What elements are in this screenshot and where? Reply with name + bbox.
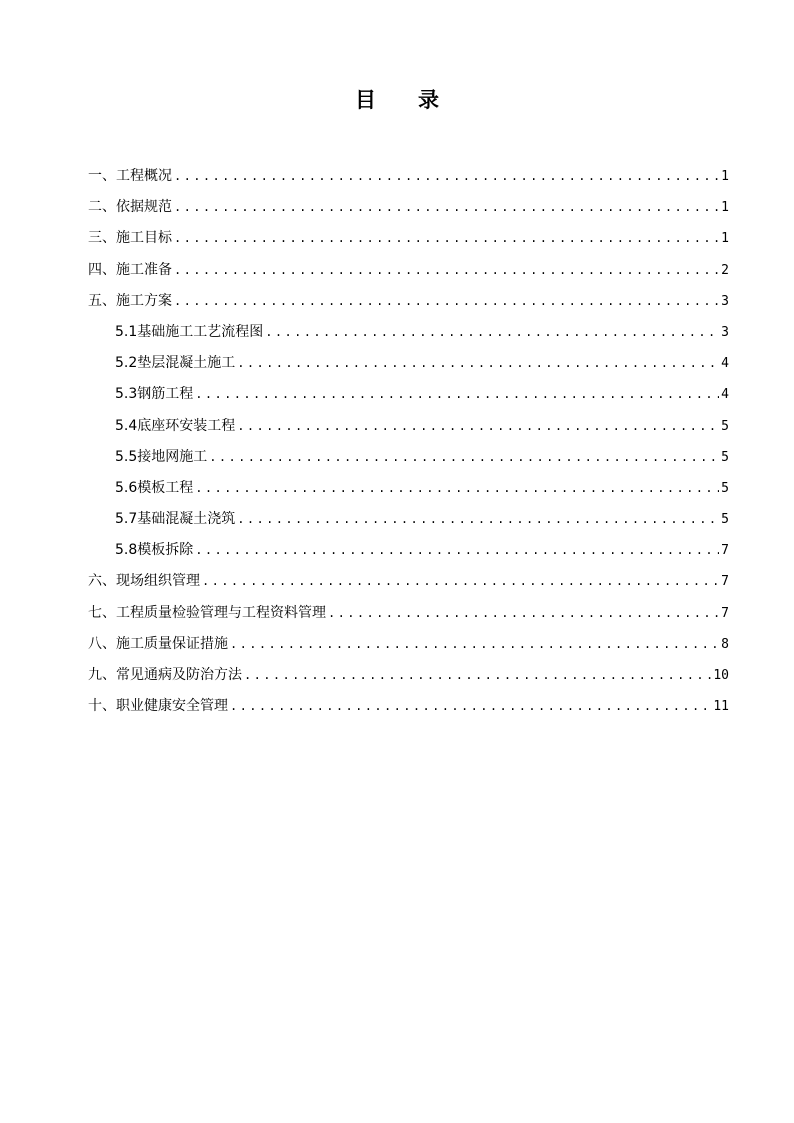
toc-subentry-5-6[interactable] xyxy=(88,473,729,504)
toc-entry-site-management[interactable] xyxy=(88,566,729,597)
toc-dot-leader xyxy=(209,442,719,473)
toc-entry-label: 八、施工质量保证措施 xyxy=(88,635,228,652)
toc-entry-label: 5.5接地网施工 xyxy=(115,448,208,465)
toc-entry-label: 5.2垫层混凝土施工 xyxy=(115,355,236,372)
toc-dot-leader xyxy=(230,629,719,660)
toc-entry-label: 三、施工目标 xyxy=(88,230,172,247)
toc-subentry-5-1[interactable] xyxy=(88,317,729,348)
toc-entry-label: 九、常见通病及防治方法 xyxy=(88,667,242,683)
toc-dot-leader xyxy=(174,255,719,286)
toc-dot-leader xyxy=(265,317,719,348)
toc-page-number: 7 xyxy=(721,605,729,621)
toc-entry-construction-plan[interactable] xyxy=(88,286,729,317)
toc-entry-label: 二、依据规范 xyxy=(88,199,172,216)
toc-dot-leader xyxy=(174,286,719,317)
toc-entry-label: 一、工程概况 xyxy=(88,168,172,184)
toc-dot-leader xyxy=(328,598,719,629)
toc-entry-label: 5.6模板工程 xyxy=(115,479,194,496)
title-char-1: 目 xyxy=(355,87,376,112)
toc-entry-label: 5.1基础施工工艺流程图 xyxy=(115,323,264,340)
toc-entry-label: 十、职业健康安全管理 xyxy=(88,698,228,715)
toc-entry-occupational-safety[interactable] xyxy=(88,691,729,722)
toc-page-number: 7 xyxy=(721,574,729,590)
toc-dot-leader xyxy=(195,473,719,504)
toc-page-number: 11 xyxy=(713,699,729,715)
toc-entry-label: 五、施工方案 xyxy=(88,292,172,309)
table-of-contents xyxy=(88,161,729,722)
toc-dot-leader xyxy=(237,348,719,379)
toc-entry-label: 5.3钢筋工程 xyxy=(115,386,194,403)
toc-entry-common-defects[interactable] xyxy=(88,660,729,691)
toc-entry-label: 5.4底座环安装工程 xyxy=(115,417,236,434)
toc-entry-construction-preparation[interactable] xyxy=(88,255,729,286)
toc-entry-label: 5.7基础混凝土浇筑 xyxy=(115,511,236,528)
toc-entry-construction-goals[interactable] xyxy=(88,223,729,254)
toc-page-number: 3 xyxy=(721,293,729,309)
toc-dot-leader xyxy=(237,504,719,535)
toc-page-number: 2 xyxy=(721,262,729,278)
toc-page-number: 5 xyxy=(721,418,729,434)
toc-entry-engineering-overview[interactable] xyxy=(88,161,729,192)
toc-dot-leader xyxy=(174,161,719,192)
page-title xyxy=(0,84,794,114)
toc-page-number: 4 xyxy=(721,356,729,372)
toc-entry-label: 四、施工准备 xyxy=(88,261,172,278)
toc-page-number: 5 xyxy=(721,480,729,496)
toc-dot-leader xyxy=(230,691,711,722)
toc-dot-leader xyxy=(202,566,719,597)
toc-page-number: 1 xyxy=(721,169,729,184)
toc-subentry-5-2[interactable] xyxy=(88,348,729,379)
toc-page-number: 4 xyxy=(721,387,729,403)
toc-dot-leader xyxy=(174,223,719,254)
toc-page-number: 3 xyxy=(721,324,729,340)
toc-entry-label: 5.8模板拆除 xyxy=(115,542,194,559)
toc-subentry-5-4[interactable] xyxy=(88,411,729,442)
toc-page-number: 1 xyxy=(721,200,729,216)
toc-entry-reference-standards[interactable] xyxy=(88,192,729,223)
toc-page-number: 5 xyxy=(721,449,729,465)
toc-page-number: 8 xyxy=(721,636,729,652)
toc-entry-label: 六、现场组织管理 xyxy=(88,573,200,590)
toc-dot-leader xyxy=(174,192,719,223)
toc-subentry-5-5[interactable] xyxy=(88,442,729,473)
toc-page-number: 7 xyxy=(721,543,729,559)
toc-subentry-5-3[interactable] xyxy=(88,379,729,410)
toc-entry-label: 七、工程质量检验管理与工程资料管理 xyxy=(88,604,326,621)
toc-subentry-5-7[interactable] xyxy=(88,504,729,535)
toc-dot-leader xyxy=(237,411,719,442)
title-char-2: 录 xyxy=(418,87,439,112)
toc-entry-quality-inspection[interactable] xyxy=(88,598,729,629)
toc-page-number: 10 xyxy=(713,668,729,683)
toc-dot-leader xyxy=(195,379,719,410)
toc-dot-leader xyxy=(244,660,711,691)
toc-entry-quality-assurance[interactable] xyxy=(88,629,729,660)
toc-dot-leader xyxy=(195,535,719,566)
toc-page-number: 5 xyxy=(721,512,729,528)
toc-page-number: 1 xyxy=(721,231,729,247)
toc-subentry-5-8[interactable] xyxy=(88,535,729,566)
